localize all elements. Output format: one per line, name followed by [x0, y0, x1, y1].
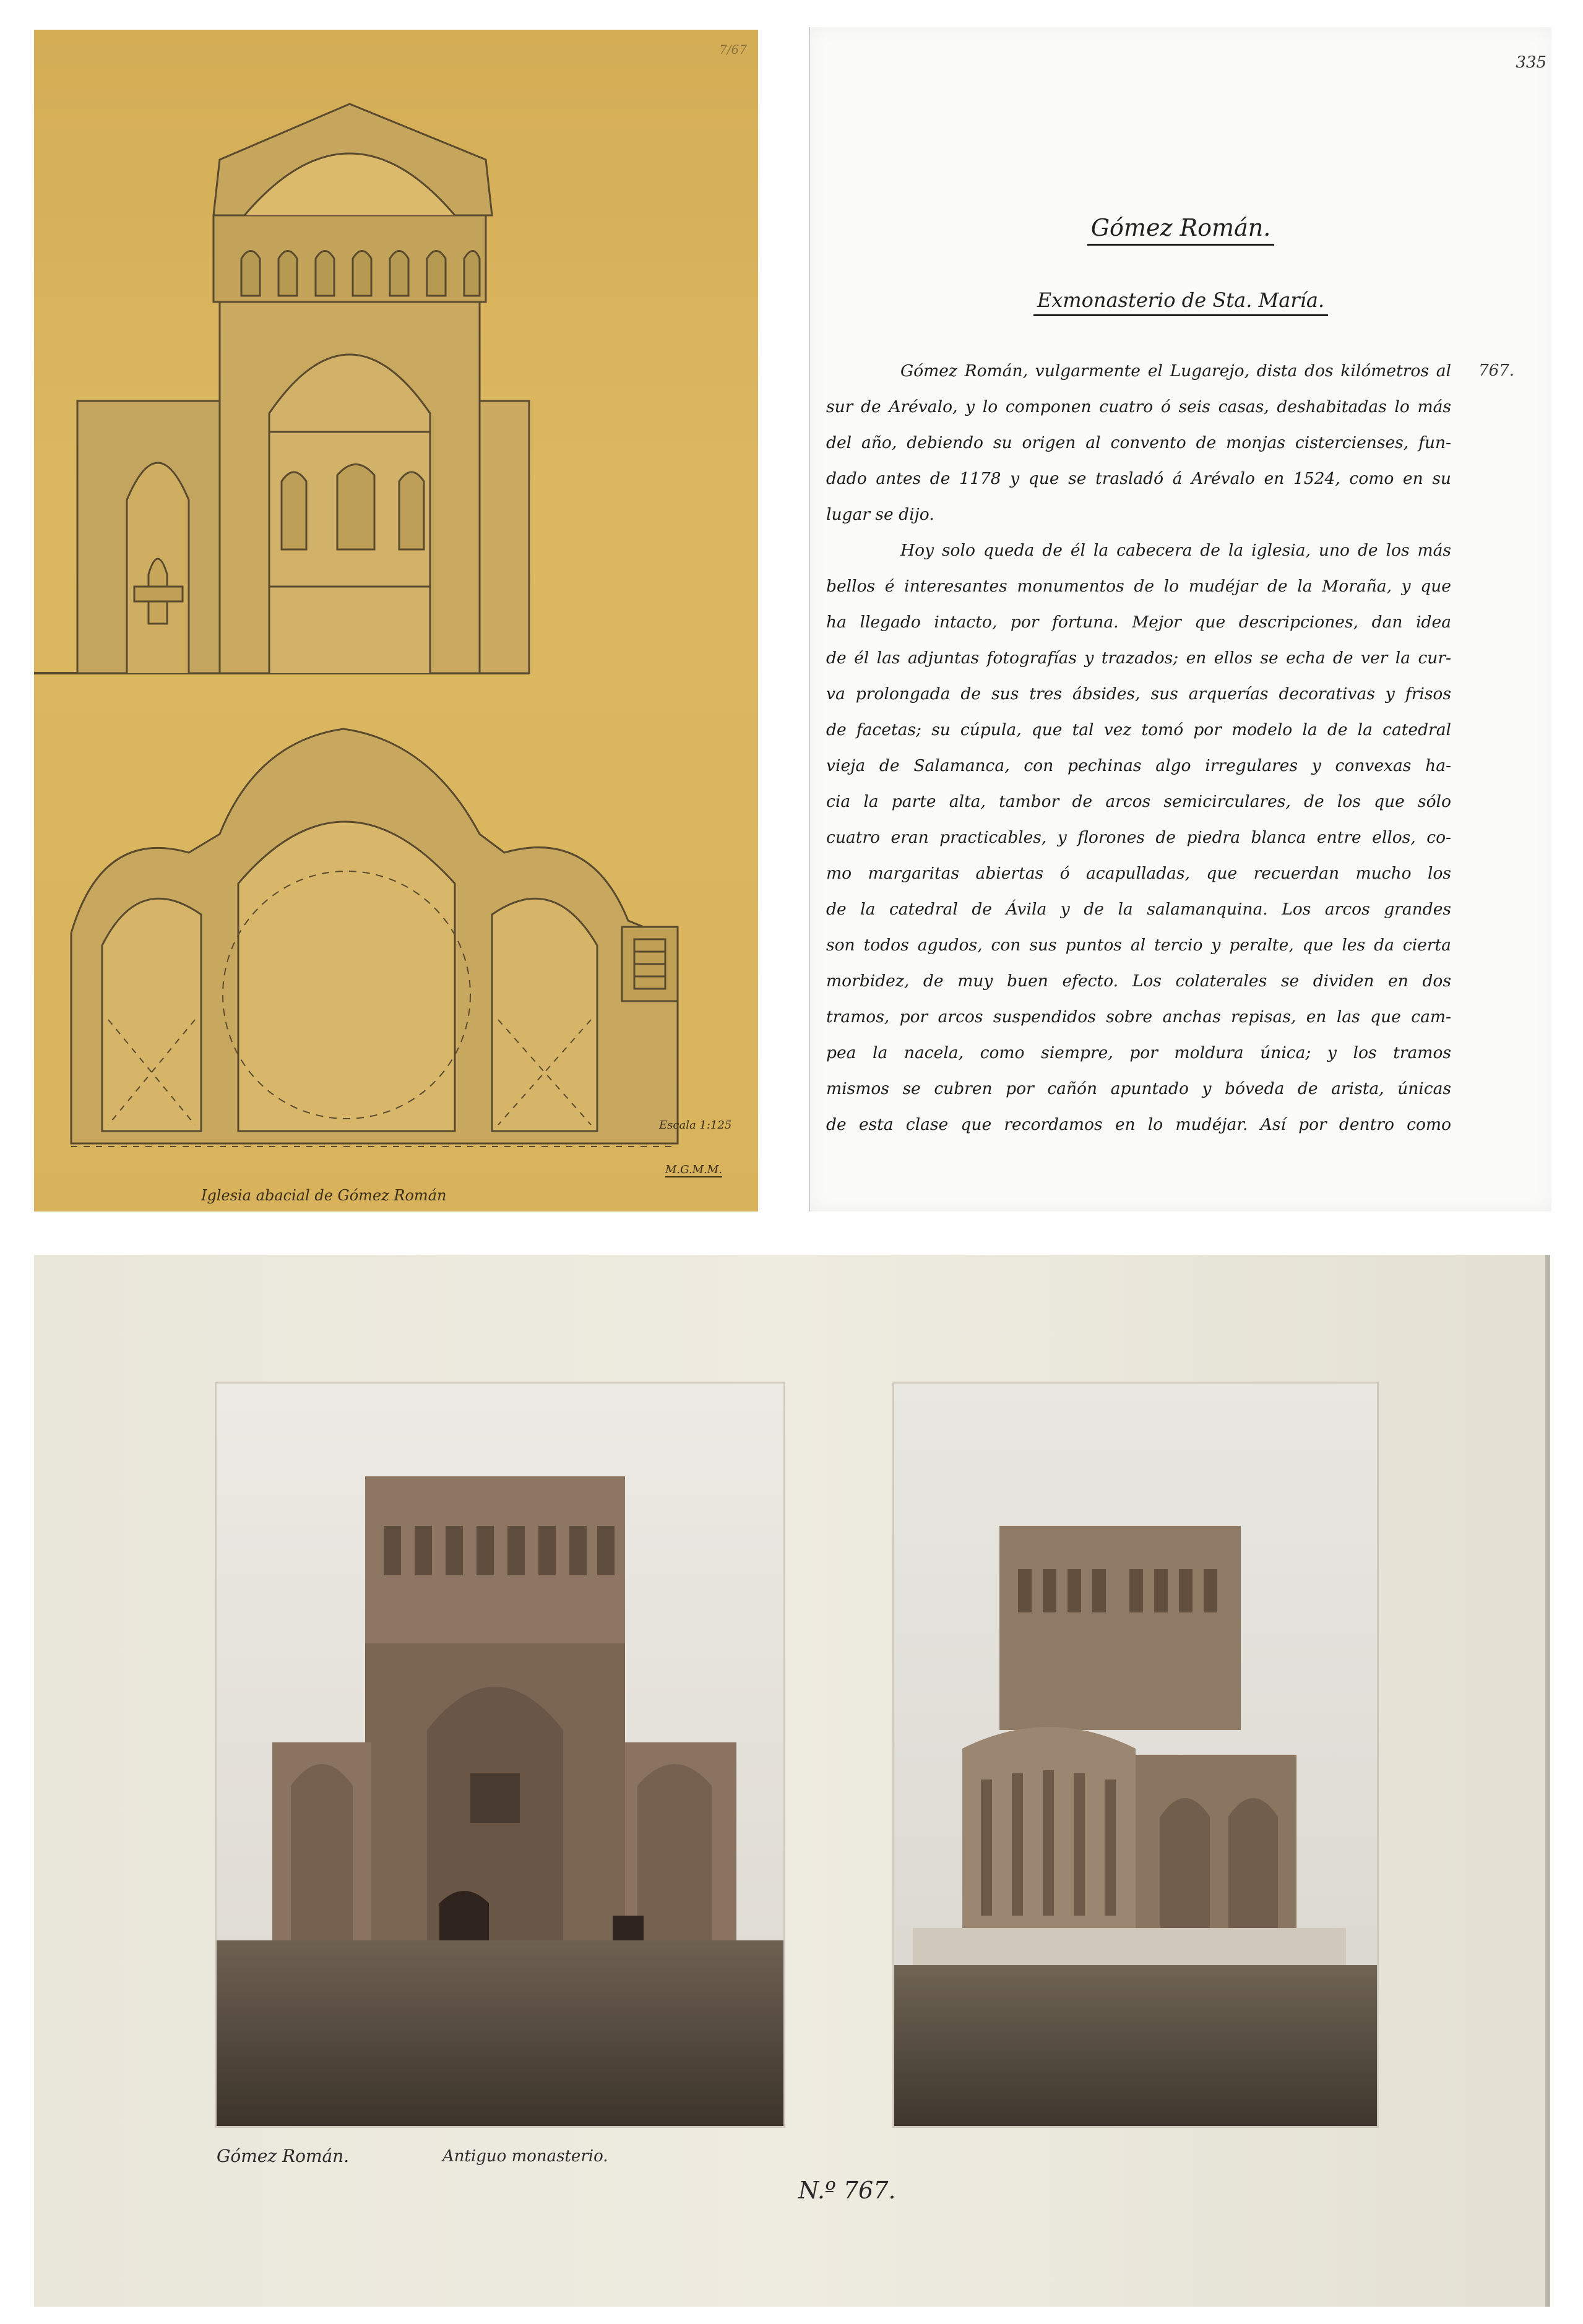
text-line: son todos agudos, con sus puntos al tercio y peralte, que les da cierta — [826, 936, 1451, 955]
text-line: pea la nacela, como siempre, por moldura única; y los tramos — [826, 1043, 1451, 1062]
manuscript-page — [809, 27, 1551, 1211]
manuscript-title — [810, 214, 1551, 241]
caption-photo: Antiguo monasterio. — [442, 2147, 608, 2166]
manuscript-subtitle-text: Exmonasterio de Sta. María. — [1033, 288, 1328, 316]
drawing-caption: Iglesia abacial de Gómez Román — [201, 1187, 447, 1204]
text-line: va prolongada de sus tres ábsides, sus arquerías decorativas y frisos — [826, 684, 1451, 704]
text-line: de esta clase que recordamos en lo mudéjar. Así por dentro como — [826, 1115, 1451, 1134]
drawing-corner-mark: 7/67 — [719, 42, 747, 57]
text-line: del año, debiendo su origen al convento de monjas cistercienses, fun- — [826, 433, 1451, 452]
text-line: de la catedral de Ávila y de la salamanquina. Los arcos grandes — [826, 900, 1451, 919]
page-number: 335 — [1516, 53, 1546, 72]
manuscript-subtitle — [810, 288, 1551, 312]
text-line: de él las adjuntas fotografías y trazados; en ellos se echa de ver la cur- — [826, 648, 1451, 668]
text-line: morbidez, de muy buen efecto. Los colaterales se dividen en dos — [826, 971, 1451, 991]
text-line: bellos é interesantes monumentos de lo mudéjar de la Moraña, y que — [826, 577, 1451, 596]
plate-number: N.º 767. — [798, 2177, 896, 2204]
text-line: Gómez Román, vulgarmente el Lugarejo, dista dos kilómetros al — [900, 361, 1451, 381]
text-line: lugar se dijo. — [826, 505, 934, 524]
text-line: ha llegado intacto, por fortuna. Mejor que descripciones, dan idea — [826, 613, 1451, 632]
text-line: mismos se cubren por cañón apuntado y bóveda de arista, únicas — [826, 1079, 1451, 1098]
drawing-scale: Escala 1:125 — [659, 1119, 732, 1132]
text-line: sur de Arévalo, y lo componen cuatro ó seis casas, deshabitadas lo más — [826, 397, 1451, 416]
drawing-signature: M.G.M.M. — [665, 1163, 722, 1176]
photo-church-apses-image — [894, 1384, 1377, 2126]
section-and-plan-drawing — [34, 30, 758, 1211]
architectural-drawing — [34, 30, 758, 1211]
text-line: tramos, por arcos suspendidos sobre anchas repisas, en las que cam- — [826, 1007, 1451, 1026]
caption-place: Gómez Román. — [217, 2146, 350, 2166]
text-line: mo margaritas abiertas ó acapulladas, que recuerdan mucho los — [826, 864, 1451, 883]
photo-album-page — [34, 1255, 1550, 2307]
text-line: de facetas; su cúpula, que tal vez tomó por modelo la de la catedral — [826, 720, 1451, 739]
text-line: cuatro eran practicables, y florones de piedra blanca entre ellos, co- — [826, 828, 1451, 847]
text-line: vieja de Salamanca, con pechinas algo irregulares y convexas ha- — [826, 756, 1451, 775]
margin-number: 767. — [1478, 361, 1514, 380]
text-line: dado antes de 1178 y que se trasladó á Arévalo en 1524, como en su — [826, 469, 1451, 488]
text-line: Hoy solo queda de él la cabecera de la iglesia, uno de los más — [900, 541, 1451, 560]
manuscript-title-text: Gómez Román. — [1087, 214, 1275, 246]
photo-church-apses — [892, 1382, 1379, 2128]
photo-church-front — [215, 1382, 785, 2128]
photo-church-front-image — [217, 1384, 783, 2126]
text-line: cia la parte alta, tambor de arcos semicirculares, de los que sólo — [826, 792, 1451, 811]
